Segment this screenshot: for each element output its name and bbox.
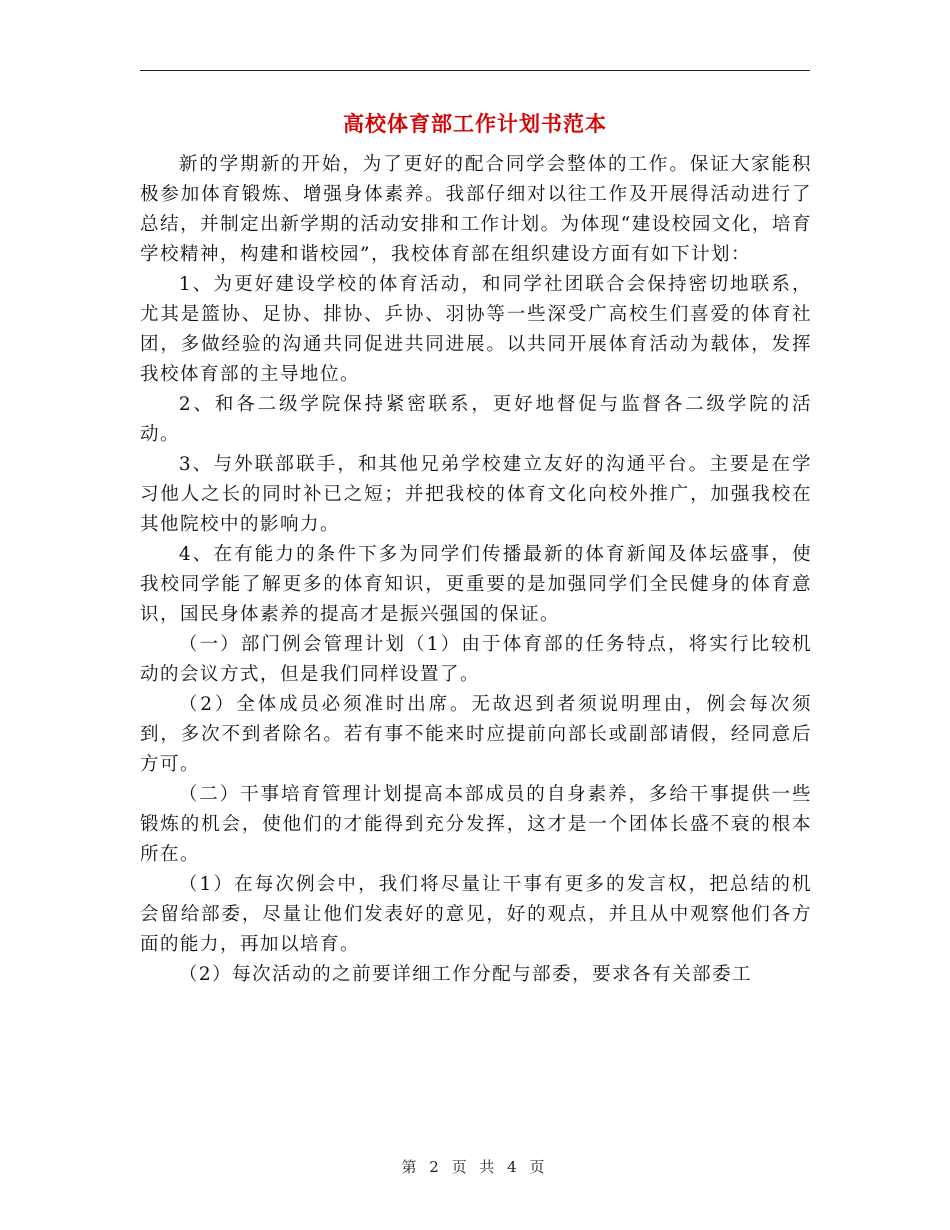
paragraph-item-2: 2、和各二级学院保持紧密联系，更好地督促与监督各二级学院的活动。 [140, 394, 812, 445]
paragraph-section-1: （一）部门例会管理计划（1）由于体育部的任务特点，将实行比较机动的会议方式，但是我们同样设置了。 [140, 634, 812, 685]
paragraph-section-1-2: （2）全体成员必须准时出席。无故迟到者须说明理由，例会每次须到，多次不到者除名。若有事不能来时应提前向部长或副部请假，经同意后方可。 [140, 694, 812, 775]
paragraph-section-2-2: （2）每次活动的之前要详细工作分配与部委，要求各有关部委工 [178, 964, 753, 985]
paragraph-section-2-1: （1）在每次例会中，我们将尽量让干事有更多的发言权，把总结的机会留给部委，尽量让他们发表好的意见，好的观点，并且从中观察他们各方面的能力，再加以培育。 [140, 874, 812, 955]
document-title: 高校体育部工作计划书范本 [343, 111, 607, 136]
document-body [140, 150, 812, 990]
header-rule [140, 70, 810, 71]
paragraph-item-1: 1、为更好建设学校的体育活动，和同学社团联合会保持密切地联系，尤其是篮协、足协、排协、乒协、羽协等一些深受广高校生们喜爱的体育社团，多做经验的沟通共同促进共同进展。以共同开展体育活动为载体，发挥我校体育部的主导地位。 [140, 274, 812, 385]
page-number-footer: 第 2 页 共 4 页 [401, 1158, 549, 1176]
paragraph-item-4: 4、在有能力的条件下多为同学们传播最新的体育新闻及体坛盛事，使我校同学能了解更多的体育知识，更重要的是加强同学们全民健身的体育意识，国民身体素养的提高才是振兴强国的保证。 [140, 544, 812, 625]
paragraph-section-2: （二）干事培育管理计划提高本部成员的自身素养，多给干事提供一些锻炼的机会，使他们的才能得到充分发挥，这才是一个团体长盛不衰的根本所在。 [140, 784, 812, 865]
paragraph-intro: 新的学期新的开始，为了更好的配合同学会整体的工作。保证大家能积极参加体育锻炼、增强身体素养。我部仔细对以往工作及开展得活动进行了总结，并制定出新学期的活动安排和工作计划。为体现“建设校园文化，培育学校精神，构建和谐校园”，我校体育部在组织建设方面有如下计划： [140, 154, 812, 265]
paragraph-item-3: 3、与外联部联手，和其他兄弟学校建立友好的沟通平台。主要是在学习他人之长的同时补已之短；并把我校的体育文化向校外推广，加强我校在其他院校中的影响力。 [140, 454, 812, 535]
